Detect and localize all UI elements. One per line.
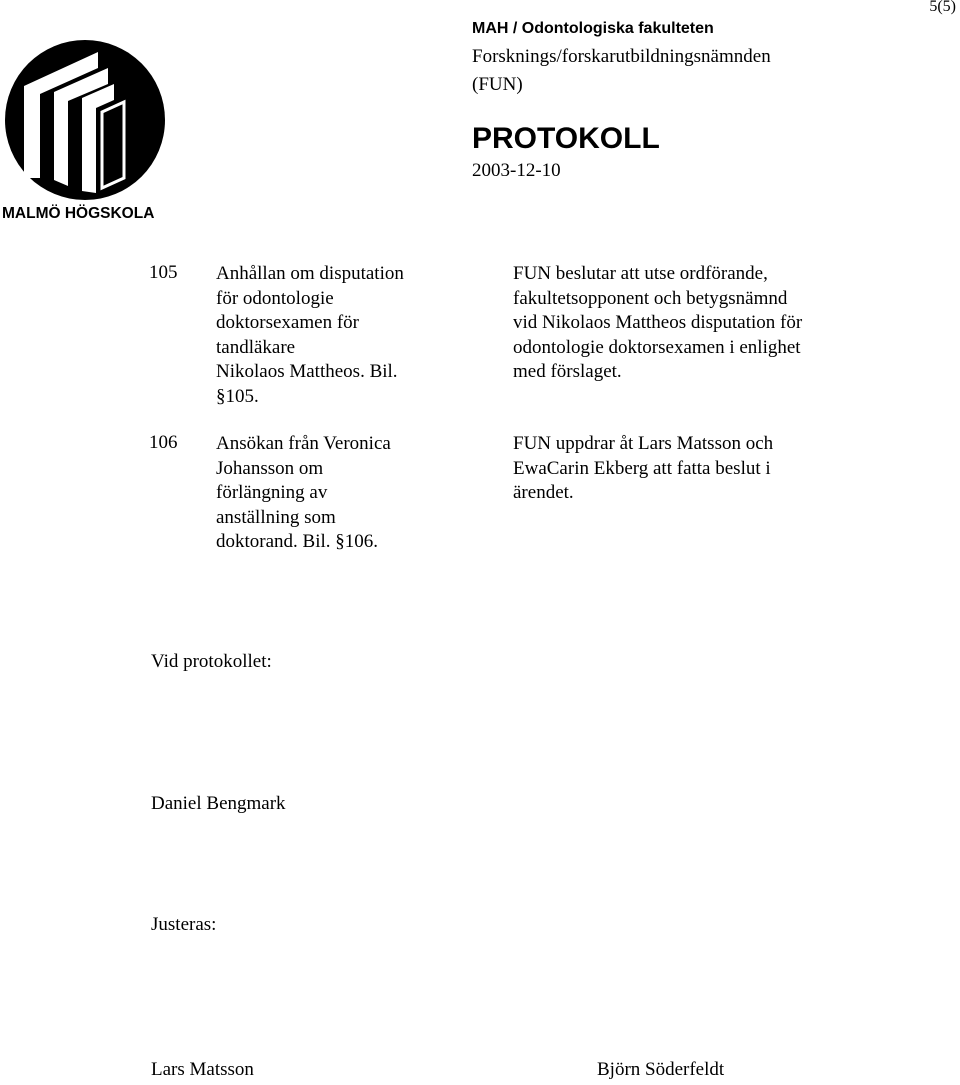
item-decision: FUN beslutar att utse ordförande, fakultetsopponent och betygsnämnd vid Nikolaos Mattheos disputation för odontologie doktorsexamen i enlighet med förslaget.: [513, 263, 803, 382]
document-title: PROTOKOLL: [472, 122, 660, 155]
item-number: 105: [149, 262, 178, 283]
recorder-name: Daniel Bengmark: [151, 793, 286, 814]
adjuster-name: Björn Söderfeldt: [597, 1059, 725, 1080]
item-title: Ansökan från Veronica Johansson om förlängning av anställning som doktorand. Bil. §106.: [216, 433, 391, 552]
adjuster-name: Lars Matsson: [151, 1059, 254, 1080]
item-number: 106: [149, 432, 178, 453]
committee-abbreviation: (FUN): [472, 74, 523, 95]
recorded-by-label: Vid protokollet:: [151, 651, 272, 672]
organization: MAH / Odontologiska fakulteten: [472, 20, 714, 37]
item-title: Anhållan om disputation för odontologie doktorsexamen för tandläkare Nikolaos Mattheos. Bil. §105.: [216, 263, 404, 407]
meeting-date: 2003-12-10: [472, 160, 561, 181]
logo-text: MALMÖ HÖGSKOLA: [2, 205, 155, 222]
committee-name: Forsknings/forskarutbildningsnämnden: [472, 46, 771, 67]
malmo-hogskola-logo: [2, 28, 168, 224]
adjusted-by-label: Justeras:: [151, 914, 217, 935]
page-number: 5(5): [929, 0, 956, 15]
item-decision: FUN uppdrar åt Lars Matsson och EwaCarin Ekberg att fatta beslut i ärendet.: [513, 433, 774, 503]
